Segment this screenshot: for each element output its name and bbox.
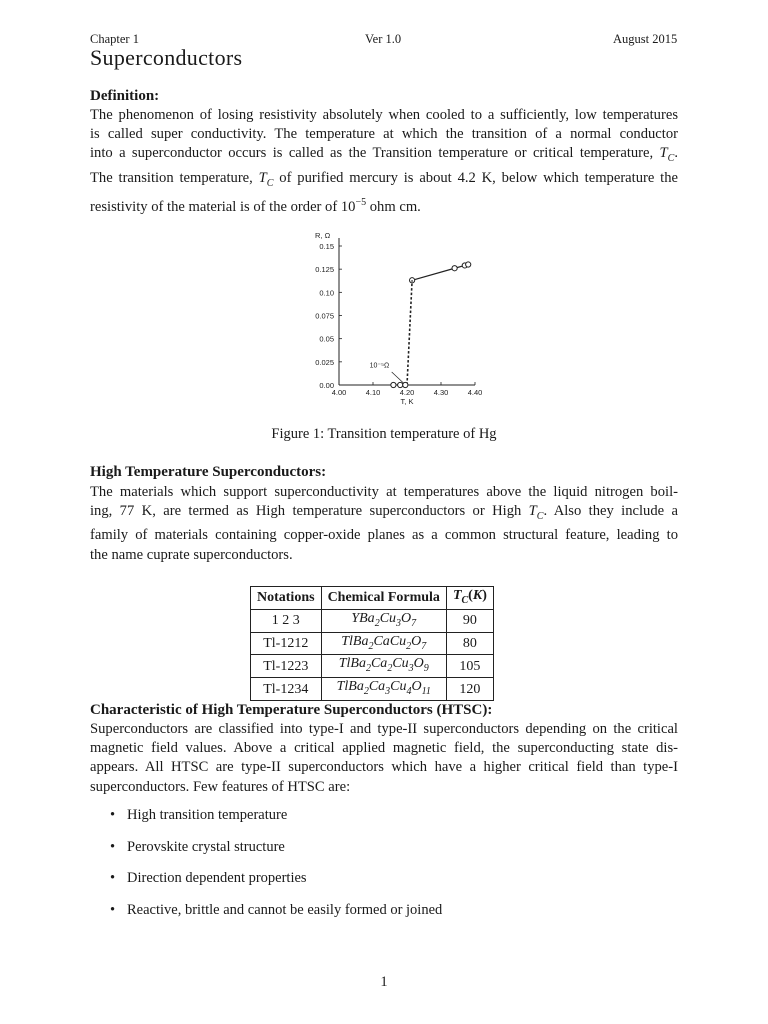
y-tick-label: 0.00 (319, 381, 334, 390)
table-row (251, 678, 494, 701)
bullet-icon: • (110, 901, 116, 918)
paragraph-line: appears. All HTSC are type-II superconductors which have a higher critical field than type-I (90, 759, 678, 776)
paragraph-line: family of materials containing copper-oxide planes as a common structural feature, leading to (90, 527, 678, 544)
paragraph-line: the name cuprate superconductors. (90, 546, 293, 563)
data-point (452, 266, 457, 271)
series-line-normal (412, 265, 468, 281)
data-point (466, 262, 471, 267)
htsc-paragraph (90, 483, 678, 565)
cell-tc: 120 (446, 678, 493, 701)
x-tick-label: 4.20 (399, 388, 415, 397)
series-line-transition (407, 280, 412, 385)
paragraph-line: resistivity of the material is of the order of $10^{-5}$ ohm cm. (90, 196, 421, 215)
cell-tc: 105 (446, 655, 493, 678)
characteristics-heading: Characteristic of High Temperature Superconductors (HTSC): (90, 702, 493, 718)
feature-text: Perovskite crystal structure (127, 838, 285, 855)
y-tick-label: 0.10 (319, 288, 334, 298)
figure-caption: Figure 1: Transition temperature of Hg (271, 426, 497, 442)
table-row (251, 655, 494, 678)
bullet-icon: • (110, 838, 116, 855)
cell-notation: Tl-1223 (251, 655, 322, 678)
y-tick-label: 0.15 (319, 242, 334, 251)
table-row (251, 632, 494, 655)
cell-notation: 1 2 3 (251, 609, 322, 632)
x-axis-label: T, K (400, 397, 414, 406)
header-date: August 2015 (613, 32, 678, 46)
x-tick-label: 4.40 (467, 388, 483, 397)
feature-text: Reactive, brittle and cannot be easily formed or joined (127, 901, 443, 918)
paragraph-line: magnetic field values. Above a critical applied magnetic field, the superconducting state dis- (90, 740, 678, 757)
paragraph-line: superconductors. Few features of HTSC are: (90, 778, 351, 795)
cell-formula: $YBa_2Cu_3O_7$ (321, 609, 446, 632)
annotation-leader (392, 372, 404, 383)
y-tick-label: 0.025 (315, 357, 334, 367)
x-tick-label: 4.10 (365, 388, 381, 397)
paragraph-line: The materials which support superconductivity at temperatures above the liquid nitrogen boil- (90, 484, 678, 500)
definition-heading: Definition: (90, 88, 160, 104)
htsc-table (250, 586, 494, 701)
data-point (391, 382, 396, 387)
cell-formula: $TlBa_2Ca_3Cu_4O_{11}$ (321, 678, 446, 701)
definition-paragraph (90, 106, 678, 217)
table-header-tc: $T_C(K)$ (446, 587, 493, 610)
cell-tc: 80 (446, 632, 493, 655)
paragraph-line: is called super conductivity. The temperature at which the transition of a normal conductor (90, 126, 678, 143)
feature-text: Direction dependent properties (127, 870, 307, 886)
table-header-row (251, 587, 494, 610)
cell-notation: Tl-1212 (251, 632, 322, 655)
paragraph-line: Superconductors are classified into type-I and type-II superconductors depending on the critical (90, 721, 678, 737)
cell-tc: 90 (446, 609, 493, 632)
list-item (110, 807, 442, 839)
y-axis-label: R, Ω (315, 231, 331, 240)
header-version: Ver 1.0 (365, 32, 402, 46)
features-list (110, 807, 442, 933)
x-tick-label: 4.00 (331, 388, 347, 397)
x-tick-label: 4.30 (433, 388, 449, 397)
table-header-formula: Chemical Formula (321, 587, 446, 610)
table-row (251, 609, 494, 632)
cell-formula: $TlBa_2Ca_2Cu_3O_9$ (321, 655, 446, 678)
characteristics-paragraph (90, 720, 678, 797)
header-chapter: Chapter 1 (90, 32, 139, 46)
cell-notation: Tl-1234 (251, 678, 322, 701)
cell-formula: $TlBa_2CaCu_2O_7$ (321, 632, 446, 655)
list-item (110, 902, 442, 934)
htsc-heading: High Temperature Superconductors: (90, 464, 327, 480)
data-point (398, 382, 403, 387)
paragraph-line: The phenomenon of losing resistivity absolutely when cooled to a sufficiently, low temperatures (90, 107, 678, 123)
feature-text: High transition temperature (127, 807, 288, 823)
annotation-label: 10⁻⁵Ω (369, 362, 390, 370)
y-tick-label: 0.125 (315, 265, 334, 275)
paragraph-line: into a superconductor occurs is called as the Transition temperature or critical temperature, $T_C$. (90, 145, 678, 165)
bullet-icon: • (110, 807, 116, 823)
y-tick-label: 0.05 (319, 334, 334, 344)
bullet-icon: • (110, 870, 116, 886)
list-item (110, 870, 442, 902)
table-header-notation: Notations (251, 587, 322, 610)
paragraph-line: ing, 77 K, are termed as High temperature superconductors or High $T_C$. Also they include a (90, 503, 678, 523)
transition-chart (305, 228, 485, 412)
list-item (110, 839, 442, 871)
y-tick-label: 0.075 (315, 311, 334, 321)
paragraph-line: The transition temperature, $T_C$ of purified mercury is about 4.2 K, below which temperature the (90, 169, 679, 189)
page-number: 1 (380, 974, 388, 990)
page-title: Superconductors (90, 45, 243, 70)
